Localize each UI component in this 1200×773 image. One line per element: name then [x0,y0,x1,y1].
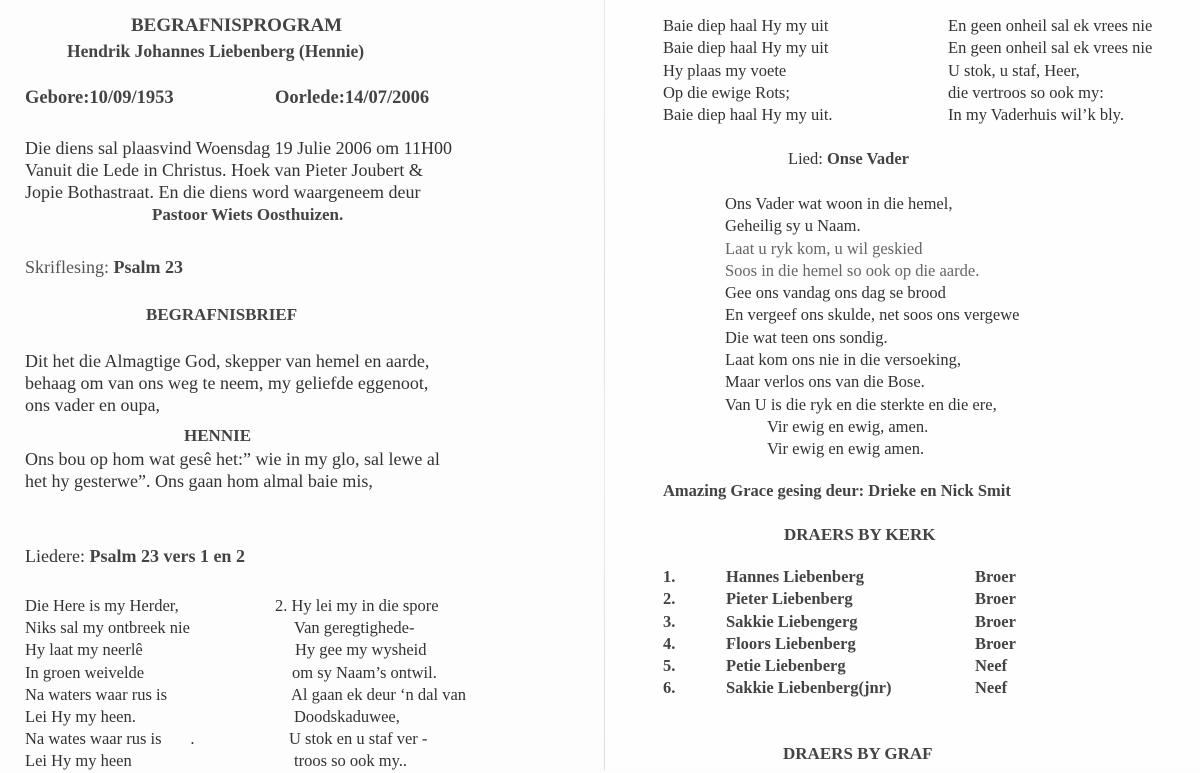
lyric-line: Lei Hy my heen. [25,707,136,727]
pallbearer-row [663,633,1016,655]
lyric-line: Die Here is my Herder, [25,596,179,615]
prayer-line: Soos in die hemel so ook op die aarde. [725,260,980,280]
prayer-line: Gee ons vandag ons dag se brood [725,283,946,303]
lyric-line: Doodskaduwee, [294,707,400,727]
amazing-grace-credit: Amazing Grace gesing deur: Drieke en Nick Smit [663,481,1011,500]
pallbearers-church-list [663,566,1016,700]
pallbearer-relation: Broer [975,567,1016,586]
prayer-amen-line: Vir ewig en ewig amen. [767,439,925,459]
service-line: Die diens sal plaasvind Woensdag 19 Julie 2006 om 11H00 [25,138,452,158]
lyric-line: Hy gee my wysheid [295,640,427,660]
lyric-line: Baie diep haal Hy my uit [663,16,829,35]
pallbearer-number: 2. [663,589,676,609]
pallbearer-number: 6. [663,678,676,698]
pallbearer-row [663,655,1016,677]
pallbearer-relation: Neef [975,656,1008,676]
died-value: 14/07/2006 [344,88,430,108]
psalm-verse-2-continued [948,15,1152,126]
letter-name: HENNIE [184,426,252,445]
page-fold-divider [604,0,605,770]
deceased-name: Hendrik Johannes Liebenberg (Hennie) [67,41,365,61]
prayer-amen-line: Vir ewig en ewig, amen. [767,416,929,436]
pallbearer-row [663,566,1016,588]
lyric-line: In my Vaderhuis wil’k bly. [948,105,1124,125]
lyric-line: U stok en u staf ver - [289,729,428,749]
program-title: BEGRAFNISPROGRAM [131,15,343,36]
prayer-line: Geheilig sy u Naam. [725,216,861,236]
lyric-line: Hy plaas my voete [663,60,787,80]
service-details [25,137,452,203]
lyric-line: 2. Hy lei my in die spore [275,596,439,615]
letter-line: behaag om van ons weg te neem, my geliefde eggenoot, [25,373,429,393]
pallbearer-relation: Broer [975,611,1016,631]
prayer-line: Laat u ryk kom, u wil geskied [725,238,923,258]
lyric-line: Niks sal my ontbreek nie [25,618,190,638]
pallbearers-grave-heading: DRAERS BY GRAF [783,744,933,763]
pallbearer-name: Pieter Liebenberg [726,589,853,609]
pallbearer-number: 1. [663,567,676,586]
letter-closing [25,448,440,492]
officiant: Pastoor Wiets Oosthuizen. [152,205,344,224]
lyric-line: In groen weivelde [25,662,145,682]
service-line: Vanuit die Lede in Christus. Hoek van Pieter Joubert & [25,160,423,180]
prayer-line: Die wat teen ons sondig. [725,327,888,347]
lyric-line: Na wates waar rus is . [25,729,195,749]
pallbearer-name: Petie Liebenberg [726,656,846,676]
letter-line: ons vader en oupa, [25,395,160,415]
lyric-line: die vertroos so ook my: [948,82,1104,102]
hymn-value: Onse Vader [826,149,910,168]
pallbearer-number: 3. [663,611,676,631]
born-label: Gebore: [25,88,90,108]
pallbearer-name: Hannes Liebenberg [726,567,864,586]
lyric-line: En geen onheil sal ek vrees nie [948,16,1153,35]
pallbearer-relation: Broer [975,633,1016,653]
letter-line: Ons bou op hom wat gesê het:” wie in my glo, sal lewe al [25,449,440,469]
lyric-line: troos so ook my.. [294,751,408,771]
pallbearers-church-heading: DRAERS BY KERK [784,525,936,544]
lyric-line: Van geregtighede- [294,618,415,638]
pallbearer-name: Floors Liebenberg [726,633,856,653]
letter-line: Dit het die Almagtige God, skepper van hemel en aarde, [25,351,430,371]
lyric-line: om sy Naam’s ontwil. [292,662,437,682]
prayer-line: Laat kom ons nie in die versoeking, [725,350,961,370]
prayer-line: Van U is die ryk en die sterkte en die ere, [725,394,997,414]
pallbearer-row [663,677,1016,699]
psalm-verse-2 [275,595,466,773]
songs-title [25,545,245,567]
lyric-line: En geen onheil sal ek vrees nie [948,38,1153,58]
lyric-line: Hy laat my neerlê [25,640,143,660]
psalm-verse-1 [25,595,195,773]
psalm-verse-1-continued [663,15,833,126]
songs-value: Psalm 23 vers 1 en 2 [89,546,245,566]
scripture-reading [25,256,183,278]
pallbearer-row [663,611,1016,633]
lyric-line: Lei Hy my heen [25,751,132,771]
pallbearer-number: 5. [663,656,676,676]
funeral-letter [25,350,429,416]
prayer-line: Maar verlos ons van die Bose. [725,372,925,392]
hymn-title [788,148,909,170]
prayer-line: En vergeef ons skulde, net soos ons vergewe [725,305,1020,325]
lyric-line: Al gaan ek deur ‘n dal van [291,684,467,704]
pallbearer-row [663,588,1016,610]
songs-label: Liedere: [25,546,90,566]
lyric-line: Baie diep haal Hy my uit. [663,105,833,125]
pallbearer-number: 4. [663,633,676,653]
hymn-label: Lied: [788,149,827,168]
pallbearer-relation: Neef [975,678,1008,698]
lyric-line: U stok, u staf, Heer, [948,60,1080,80]
born-value: 10/09/1953 [89,88,174,108]
lords-prayer [725,193,1020,461]
lyric-line: Na waters waar rus is [25,684,168,704]
letter-line: het hy gesterwe”. Ons gaan hom almal baie mis, [25,471,373,491]
died-label: Oorlede: [275,88,345,108]
born-date [25,88,174,109]
lyric-line: Op die ewige Rots; [663,82,790,102]
pallbearer-relation: Broer [975,589,1016,609]
pallbearer-name: Sakkie Liebengerg [726,611,858,631]
service-line: Jopie Bothastraat. En die diens word waargeneem deur [25,182,421,202]
letter-heading: BEGRAFNISBRIEF [146,305,298,324]
scripture-label: Skriflesing: [25,257,114,277]
prayer-line: Ons Vader wat woon in die hemel, [725,194,953,213]
scripture-value: Psalm 23 [113,257,183,277]
died-date [275,88,429,109]
pallbearer-name: Sakkie Liebenberg(jnr) [726,678,892,698]
lyric-line: Baie diep haal Hy my uit [663,38,829,58]
